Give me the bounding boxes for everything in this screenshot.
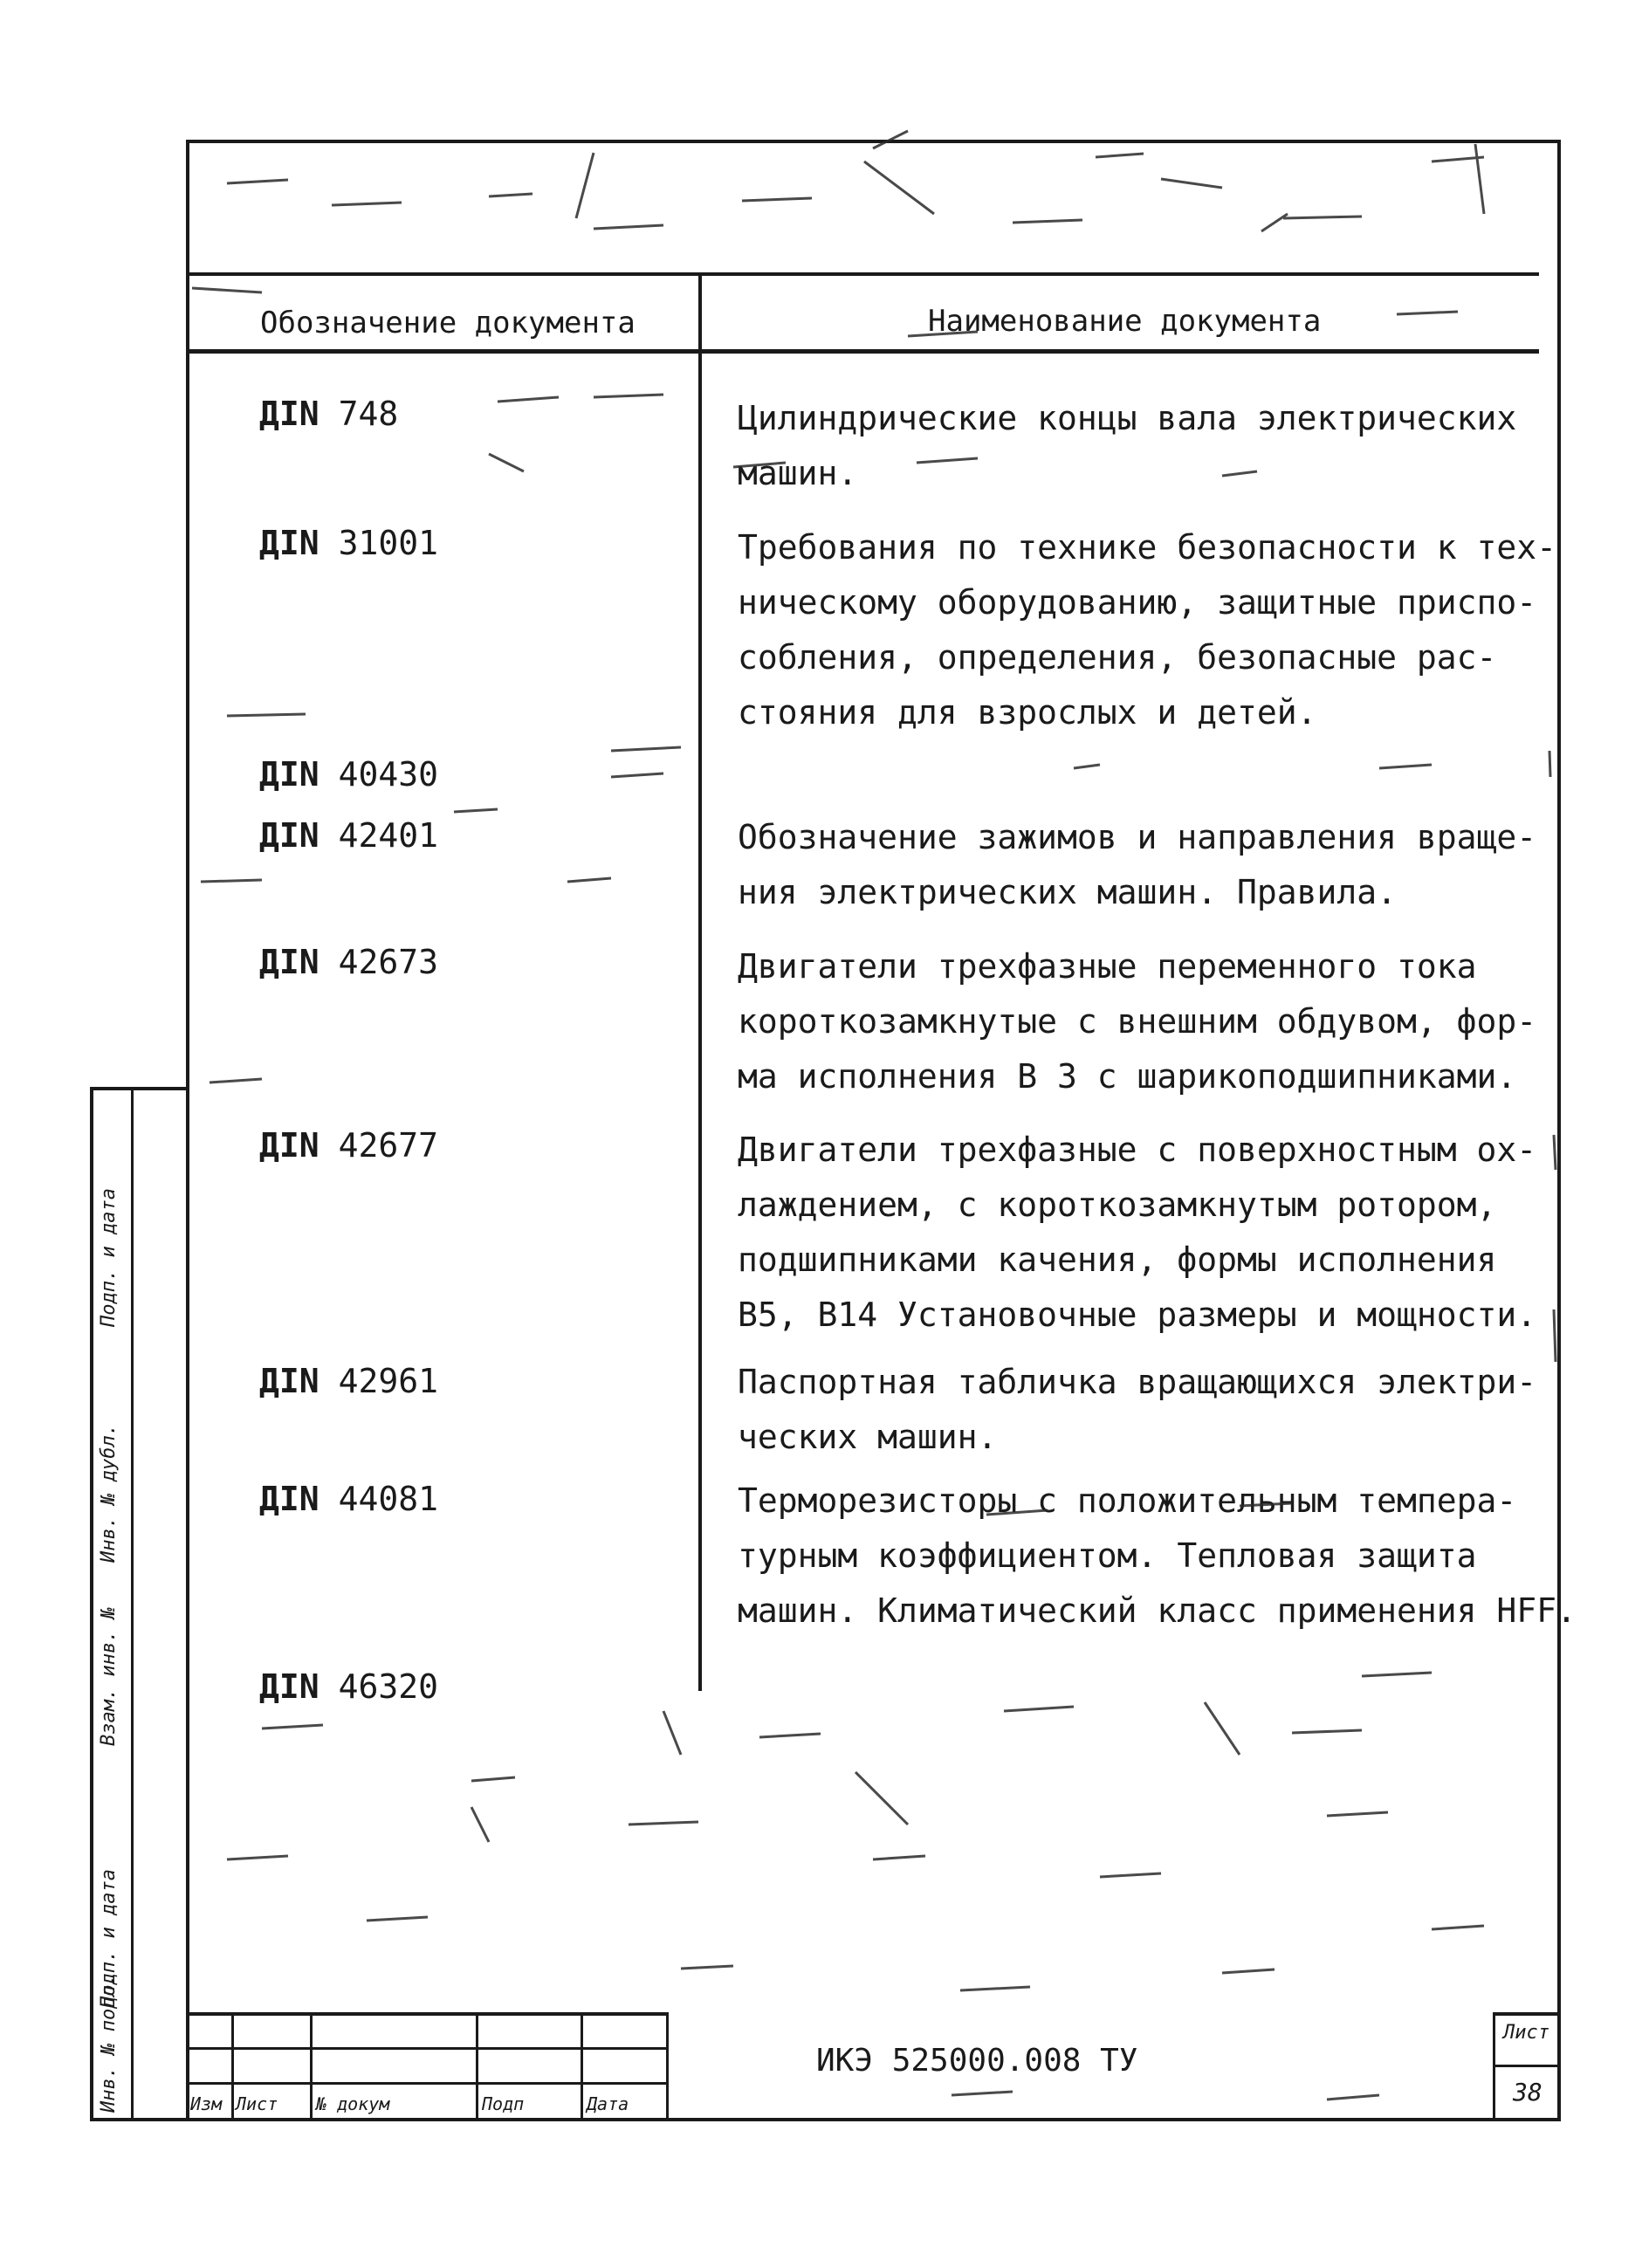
code-prefix: ДIN — [259, 1480, 319, 1518]
document-code: ИКЭ 525000.008 ТУ — [816, 2043, 1138, 2079]
code-number: 44081 — [338, 1480, 439, 1518]
title-block-column-label: Дата — [587, 2093, 629, 2114]
document-name-line: турным коэффициентом. Тепловая защита — [738, 1536, 1477, 1575]
column-header-name: Наименование документа — [928, 304, 1322, 339]
title-block-column-label: № докум — [316, 2093, 390, 2114]
code-prefix: ДIN — [259, 1362, 319, 1400]
code-number: 42677 — [338, 1126, 439, 1165]
document-name-line: ма исполнения В 3 с шарикоподшипниками. — [738, 1057, 1517, 1096]
code-prefix: ДIN — [259, 816, 319, 855]
document-name-line: стояния для взрослых и детей. — [738, 693, 1317, 732]
document-name-line: ническому оборудованию, защитные приспо- — [738, 583, 1537, 622]
code-number: 748 — [338, 395, 399, 433]
document-name-line: Цилиндрические концы вала электрических — [738, 399, 1517, 437]
code-number: 42961 — [338, 1362, 439, 1400]
document-name-line: Паспортная табличка вращающихся электри- — [738, 1363, 1537, 1401]
side-column-label: Подп. и дата — [98, 1869, 120, 2008]
code-prefix: ДIN — [259, 524, 319, 562]
code-prefix: ДIN — [259, 755, 319, 794]
document-name-line: короткозамкнутые с внешним обдувом, фор- — [738, 1002, 1537, 1041]
document-name-line: Требования по технике безопасности к тех- — [738, 528, 1556, 567]
document-name-line: В5, В14 Установочные размеры и мощности. — [738, 1296, 1537, 1334]
document-name-line: машин. — [738, 454, 858, 492]
code-prefix: ДIN — [259, 1667, 319, 1706]
document-name-line: Двигатели трехфазные с поверхностным ох- — [738, 1131, 1537, 1169]
code-prefix: ДIN — [259, 1126, 319, 1165]
code-number: 46320 — [338, 1667, 439, 1706]
title-block-column-label: Лист — [236, 2093, 278, 2114]
document-name-line: ния электрических машин. Правила. — [738, 873, 1397, 911]
document-name-line: Обозначение зажимов и направления враще- — [738, 818, 1537, 856]
document-name-line: лаждением, с короткозамкнутым ротором, — [738, 1186, 1497, 1224]
code-prefix: ДIN — [259, 395, 319, 433]
code-number: 40430 — [338, 755, 439, 794]
sheet-number: 38 — [1513, 2078, 1543, 2106]
code-number: 42673 — [338, 943, 439, 981]
code-number: 42401 — [338, 816, 439, 855]
side-column-label: Инв. № подл. — [98, 1974, 120, 2113]
document-name-line: Двигатели трехфазные переменного тока — [738, 947, 1477, 986]
code-prefix: ДIN — [259, 943, 319, 981]
side-column-label: Подп. и дата — [98, 1188, 120, 1327]
document-name-line: ческих машин. — [738, 1418, 998, 1456]
document-name-line: машин. Климатический класс применения HFF. — [738, 1591, 1577, 1630]
title-block-column-label: Изм — [190, 2093, 223, 2114]
document-name-line: собления, определения, безопасные рас- — [738, 638, 1497, 677]
title-block-column-label: Подп — [482, 2093, 525, 2114]
side-column-label: Взам. инв. № — [98, 1607, 120, 1746]
sheet-label: Лист — [1503, 2022, 1549, 2044]
column-header-designation: Обозначение документа — [260, 306, 636, 340]
side-column-label: Инв. № дубл. — [98, 1424, 120, 1563]
document-name-line: подшипниками качения, формы исполнения — [738, 1241, 1497, 1279]
code-number: 31001 — [338, 524, 439, 562]
document-name-line: Терморезисторы с положительным темпера- — [738, 1481, 1517, 1520]
